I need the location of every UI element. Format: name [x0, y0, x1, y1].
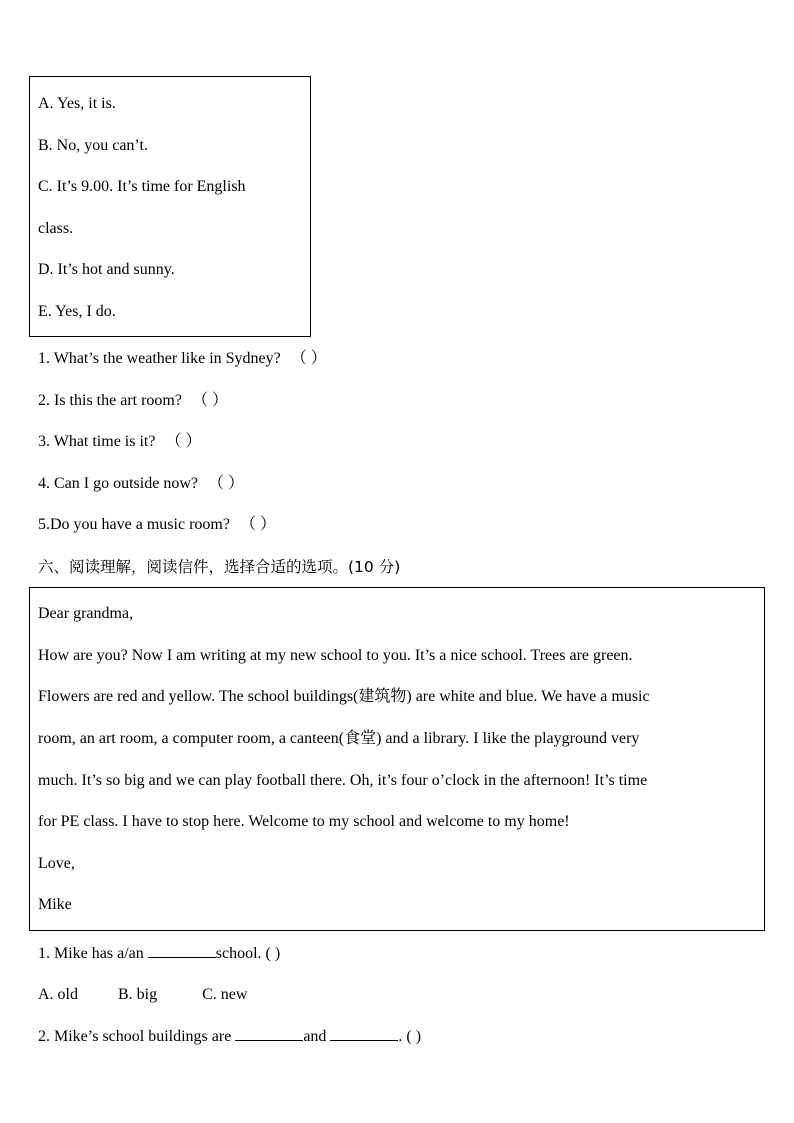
reading-question-text: 2. Mike’s school buildings are [38, 1028, 232, 1045]
answer-blank [148, 943, 216, 958]
match-question-text: 5.Do you have a music room? [38, 516, 230, 533]
match-question-3 [38, 432, 201, 452]
reading-question-1 [38, 943, 280, 964]
option-b: B. No, you can’t. [38, 137, 148, 154]
answer-parentheses: （ ） [165, 433, 202, 450]
match-question-1 [38, 349, 327, 369]
option-c: C. It’s 9.00. It’s time for English [38, 178, 246, 195]
letter-line-3: Flowers are red and yellow. The school buildings(建筑物) are white and blue. We have a music [38, 688, 650, 705]
letter-line-5: much. It’s so big and we can play football there. Oh, it’s four o’clock in the afternoon! It’s time [38, 772, 648, 789]
match-question-4 [38, 474, 244, 494]
match-question-text: 3. What time is it? [38, 433, 156, 450]
answer-blank [330, 1026, 398, 1041]
match-question-5 [38, 515, 276, 535]
reading-question-text-end: . ( ) [398, 1028, 422, 1045]
letter-line-1: Dear grandma, [38, 605, 134, 622]
answer-parentheses: （ ） [207, 475, 244, 492]
letter-line-6: for PE class. I have to stop here. Welcome to my school and welcome to my home! [38, 813, 570, 830]
match-question-text: 2. Is this the art room? [38, 392, 182, 409]
letter-box [29, 587, 765, 931]
match-question-text: 4. Can I go outside now? [38, 475, 198, 492]
letter-line-4: room, an art room, a computer room, a canteen(食堂) and a library. I like the playground very [38, 730, 640, 747]
letter-signature: Mike [38, 896, 72, 913]
reading-question-text-end: school. ( ) [215, 945, 281, 962]
answer-parentheses: （ ） [290, 350, 327, 367]
answer-blank [235, 1026, 303, 1041]
option-e: E. Yes, I do. [38, 303, 116, 320]
reading-question-and: and [303, 1028, 327, 1045]
section-six-heading: 六、阅读理解，阅读信件，选择合适的选项。(10 分) [38, 558, 401, 576]
choice-b: B. big [118, 986, 158, 1003]
letter-closing: Love, [38, 855, 75, 872]
match-question-2 [38, 391, 228, 411]
options-box [29, 76, 311, 337]
answer-parentheses: （ ） [191, 392, 228, 409]
reading-question-text: 1. Mike has a/an [38, 945, 144, 962]
option-a: A. Yes, it is. [38, 95, 116, 112]
option-c-continued: class. [38, 220, 74, 237]
letter-line-2: How are you? Now I am writing at my new school to you. It’s a nice school. Trees are green. [38, 647, 633, 664]
match-question-text: 1. What’s the weather like in Sydney? [38, 350, 281, 367]
choice-c: C. new [202, 986, 248, 1003]
answer-parentheses: （ ） [239, 516, 276, 533]
reading-question-2 [38, 1026, 421, 1047]
reading-question-1-options [38, 985, 247, 1005]
choice-a: A. old [38, 986, 78, 1003]
option-d: D. It’s hot and sunny. [38, 261, 175, 278]
